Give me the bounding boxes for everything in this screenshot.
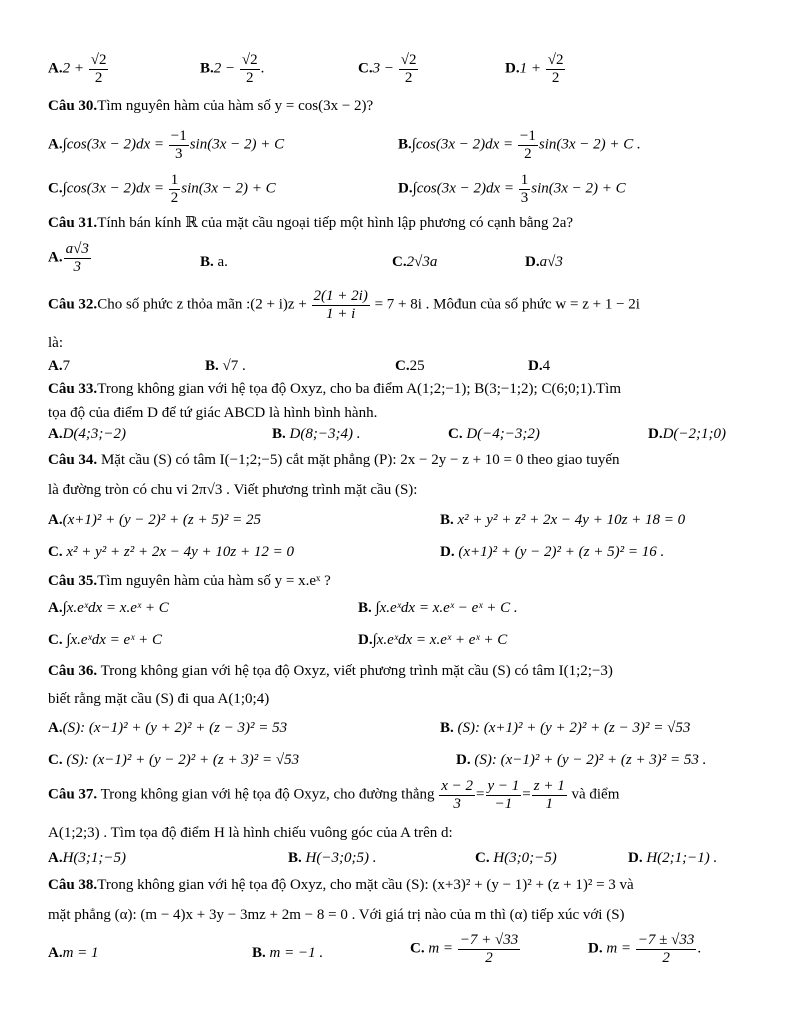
fraction: $\frac{y - 1}{-1}$ [487,778,520,812]
q38-stem: Câu 38.Trong không gian với hệ tọa độ Oxyz, cho mặt cầu (S): (x+3)² + (y − 1)² + (z + 1)² = 3 và [48,877,634,893]
q37-option-c: C. H(3;0;−5) [475,850,557,866]
q30-option-d: D.∫cos(3x − 2)dx = $\frac{1}{3}$ sin(3x − 2) + C [398,172,626,206]
fraction: $\frac{x - 2}{3}$ [441,778,474,812]
q37-option-a: A.H(3;1;−5) [48,850,127,866]
q34-stem-cont: là đường tròn có chu vi 2π√3 . Viết phương trình mặt cầu (S): [48,482,418,498]
q29-option-d: D.1 + $\frac{√2}{2}$ [505,52,564,86]
q30-option-c: C.∫cos(3x − 2)dx = $\frac{1}{2}$ sin(3x − 2) + C [48,172,276,206]
q34-option-a: A.(x+1)² + (y − 2)² + (z + 5)² = 25 [48,512,261,528]
q33-option-b: B. D(8;−3;4) . [272,426,361,442]
fraction: $\frac{-7 + √33}{2}$ [459,932,519,966]
q34-option-b: B. x² + y² + z² + 2x − 4y + 10z + 18 = 0 [440,512,686,528]
fraction: $\frac{-1}{2}$ [519,128,536,162]
fraction: $\frac{1}{3}$ [520,172,529,206]
fraction: $\frac{√2}{2}$ [547,52,564,86]
q34-option-c: C. x² + y² + z² + 2x − 4y + 10z + 12 = 0 [48,544,294,560]
q31-option-c: C.2√3a [392,254,438,270]
q38-option-d: D. m = $\frac{-7 \pm √33}{2}$ . [588,932,702,966]
q33-option-c: C. D(−4;−3;2) [448,426,540,442]
q36-option-b: B. (S): (x+1)² + (y + 2)² + (z − 3)² = √53 [440,720,691,736]
q38-option-c: C. m = $\frac{-7 + √33}{2}$ [410,932,519,966]
q33-stem-cont: tọa độ của điểm D để tứ giác ABCD là hình bình hành. [48,405,378,421]
q35-option-d: D.∫x.eˣdx = x.eˣ + eˣ + C [358,632,508,648]
q29-option-c: C.3 − $\frac{√2}{2}$ [358,52,417,86]
q36-stem-cont: biết rằng mặt cầu (S) đi qua A(1;0;4) [48,691,270,707]
q37-option-b: B. H(−3;0;5) . [288,850,377,866]
q36-option-d: D. (S): (x−1)² + (y − 2)² + (z + 3)² = 53 . [456,752,707,768]
q29-option-a: A.2 + $\frac{√2}{2}$ [48,52,107,86]
q33-option-a: A.D(4;3;−2) [48,426,127,442]
q31-stem: Câu 31.Tính bán kính ℝ của mặt cầu ngoại tiếp một hình lập phương có cạnh bằng 2a? [48,215,574,231]
fraction: $\frac{2(1 + 2i)}{1 + i}$ [313,288,368,322]
q34-option-d: D. (x+1)² + (y − 2)² + (z + 5)² = 16 . [440,544,665,560]
q35-option-c: C. ∫x.eˣdx = eˣ + C [48,632,163,648]
q38-option-b: B. m = −1 . [252,945,324,961]
q32-option-d: D.4 [528,358,551,374]
q35-stem: Câu 35.Tìm nguyên hàm của hàm số y = x.eˣ ? [48,573,331,589]
q30-option-b: B.∫cos(3x − 2)dx = $\frac{-1}{2}$ sin(3x − 2) + C . [398,128,641,162]
q36-stem: Câu 36. Trong không gian với hệ tọa độ Oxyz, viết phương trình mặt cầu (S) có tâm I(1;2;−3) [48,663,613,679]
q36-option-a: A.(S): (x−1)² + (y + 2)² + (z − 3)² = 53 [48,720,288,736]
q32-option-a: A.7 [48,358,71,374]
fraction: $\frac{√2}{2}$ [90,52,107,86]
q38-option-a: A.m = 1 [48,945,99,961]
q31-option-d: D.a√3 [525,254,563,270]
q37-stem: Câu 37. Trong không gian với hệ tọa độ Oxyz, cho đường thẳng $\frac{x - 2}{3}$ = $\frac{y - 1}{-1}$ = $\frac{z + 1}{1}$ và điểm [48,778,620,812]
q31-option-b: B. a. [200,254,228,270]
q32-option-b: B. √7 . [205,358,246,374]
q33-option-d: D.D(−2;1;0) [648,426,727,442]
fraction: $\frac{√2}{2}$ [400,52,417,86]
q34-stem: Câu 34. Mặt cầu (S) có tâm I(−1;2;−5) cắt mặt phẳng (P): 2x − 2y − z + 10 = 0 theo giao tuyến [48,452,620,468]
q31-option-a: A. $\frac{a√3}{3}$ [48,241,89,275]
q32-option-c: C.25 [395,358,425,374]
q30-option-a: A.∫cos(3x − 2)dx = $\frac{-1}{3}$ sin(3x − 2) + C [48,128,285,162]
fraction: $\frac{-1}{3}$ [170,128,187,162]
q37-option-d: D. H(2;1;−1) . [628,850,718,866]
fraction: $\frac{1}{2}$ [170,172,179,206]
q37-stem-cont: A(1;2;3) . Tìm tọa độ điểm H là hình chiếu vuông góc của A trên d: [48,825,453,841]
q35-option-b: B. ∫x.eˣdx = x.eˣ − eˣ + C . [358,600,518,616]
fraction: $\frac{z + 1}{1}$ [533,778,565,812]
q29-option-b: B.2 − $\frac{√2}{2}$ . [200,52,265,86]
q38-stem-cont: mặt phẳng (α): (m − 4)x + 3y − 3mz + 2m − 8 = 0 . Với giá trị nào của m thì (α) tiếp xúc với (S) [48,907,625,923]
q32-stem: Câu 32.Cho số phức z thỏa mãn :(2 + i)z + $\frac{2(1 + 2i)}{1 + i}$ = 7 + 8i . Môđun của số phức w = z + 1 − 2i [48,288,640,322]
q30-stem: Câu 30.Tìm nguyên hàm của hàm số y = cos(3x − 2)? [48,98,374,114]
q32-stem-cont: là: [48,335,63,351]
fraction: $\frac{-7 \pm √33}{2}$ [637,932,695,966]
fraction: $\frac{√2}{2}$ [241,52,258,86]
fraction: $\frac{a√3}{3}$ [65,241,89,275]
q35-option-a: A.∫x.eˣdx = x.eˣ + C [48,600,169,616]
q33-stem: Câu 33.Trong không gian với hệ tọa độ Oxyz, cho ba điểm A(1;2;−1); B(3;−1;2); C(6;0;1).Tìm [48,381,622,397]
q36-option-c: C. (S): (x−1)² + (y − 2)² + (z + 3)² = √53 [48,752,300,768]
